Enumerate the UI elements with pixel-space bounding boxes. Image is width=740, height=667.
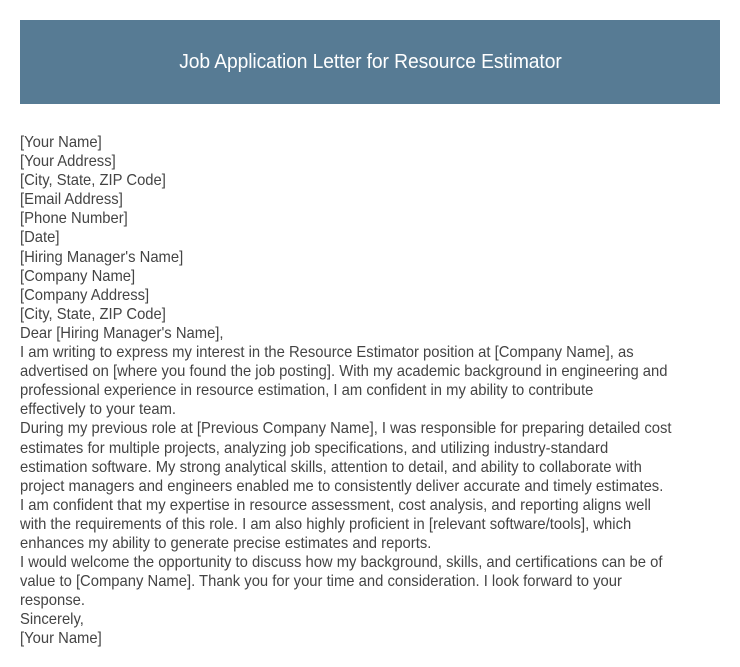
paragraph-line: During my previous role at [Previous Company Name], I was responsible for preparing detailed cost (20, 420, 672, 438)
paragraph-line: with the requirements of this role. I am also highly proficient in [relevant software/tools], which (20, 515, 632, 533)
paragraph-experience (20, 419, 732, 495)
recipient-address: [Company Address] (20, 286, 150, 304)
sender-address: [Your Address] (20, 153, 116, 171)
sender-name: [Your Name] (20, 134, 102, 151)
paragraph-expertise (20, 496, 732, 553)
recipient-city-state-zip: [City, State, ZIP Code] (20, 305, 166, 323)
page-title: Job Application Letter for Resource Estimator (178, 50, 562, 73)
sender-city-state-zip: [City, State, ZIP Code] (20, 172, 166, 190)
signature: [Your Name] (20, 630, 102, 648)
letter-date: [Date] (20, 229, 60, 247)
letter-body (20, 133, 732, 649)
salutation: Dear [Hiring Manager's Name], (20, 324, 224, 342)
paragraph-line: effectively to your team. (20, 401, 177, 419)
paragraph-closing (20, 553, 732, 610)
paragraph-line: enhances my ability to generate precise estimates and reports. (20, 534, 432, 552)
recipient-name: [Hiring Manager's Name] (20, 248, 184, 266)
paragraph-line: estimation software. My strong analytical skills, attention to detail, and ability to collaborate with (20, 458, 642, 476)
paragraph-line: estimates for multiple projects, analyzing job specifications, and utilizing industry-standard (20, 439, 609, 457)
recipient-company: [Company Name] (20, 267, 136, 285)
sender-phone: [Phone Number] (20, 210, 128, 228)
paragraph-line: I am confident that my expertise in resource assessment, cost analysis, and reporting aligns well (20, 496, 651, 514)
paragraph-line: I would welcome the opportunity to discuss how my background, skills, and certifications can be of (20, 554, 663, 572)
sender-email: [Email Address] (20, 191, 123, 209)
paragraph-line: I am writing to express my interest in the Resource Estimator position at [Company Name], as (20, 344, 634, 362)
paragraph-line: project managers and engineers enabled me to consistently deliver accurate and timely estimates. (20, 477, 664, 495)
paragraph-line: advertised on [where you found the job posting]. With my academic background in engineering and (20, 363, 668, 381)
paragraph-interest (20, 343, 732, 419)
title-banner (20, 20, 720, 104)
closing: Sincerely, (20, 611, 84, 629)
paragraph-line: professional experience in resource estimation, I am confident in my ability to contribute (20, 382, 594, 400)
paragraph-line: response. (20, 592, 85, 610)
paragraph-line: value to [Company Name]. Thank you for your time and consideration. I look forward to your (20, 573, 622, 591)
